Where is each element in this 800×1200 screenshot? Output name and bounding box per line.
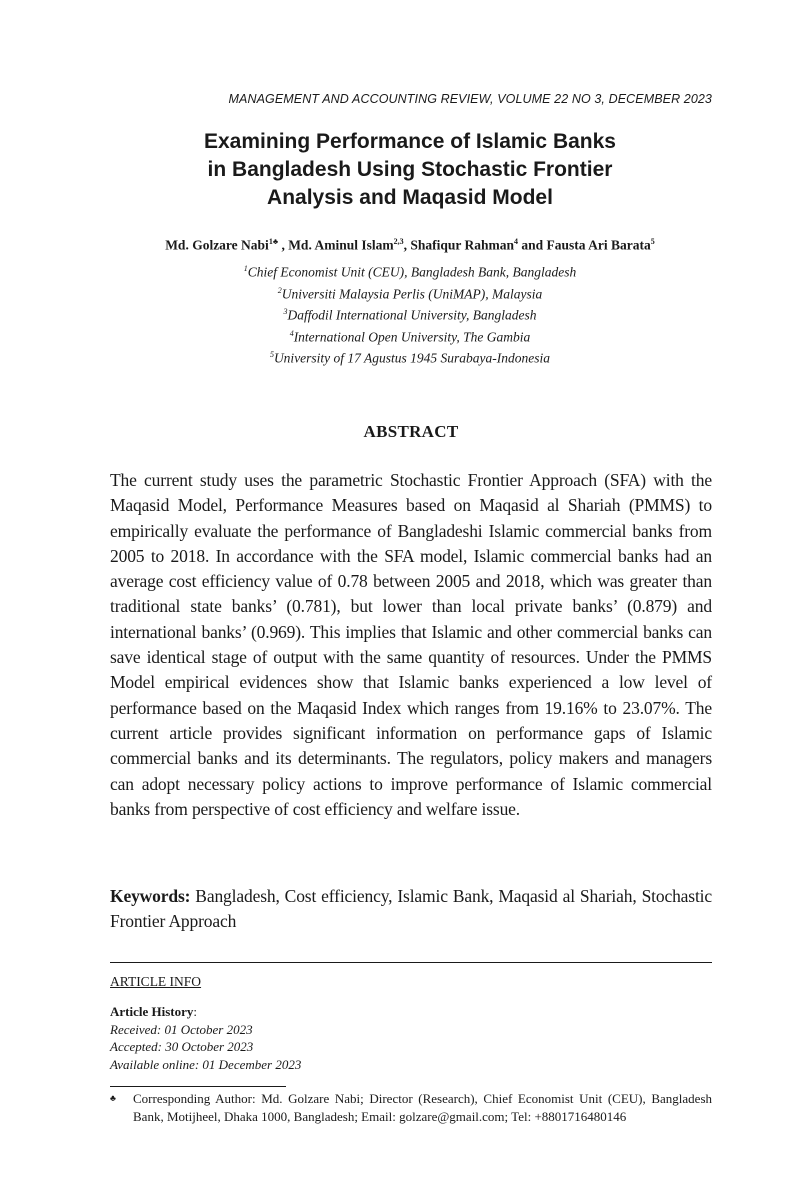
affiliation-number: 3 bbox=[283, 307, 288, 316]
affiliation-text: Universiti Malaysia Perlis (UniMAP), Malaysia bbox=[281, 286, 543, 301]
affiliation-number: 1 bbox=[243, 264, 248, 273]
affiliation-text: International Open University, The Gambia bbox=[293, 329, 531, 344]
available-online-date: Available online: 01 December 2023 bbox=[110, 1056, 302, 1072]
affiliation-item bbox=[100, 282, 720, 304]
accepted-date: Accepted: 30 October 2023 bbox=[110, 1039, 254, 1054]
affiliation-item bbox=[100, 260, 720, 282]
journal-running-header: MANAGEMENT AND ACCOUNTING REVIEW, VOLUME 22 NO 3, DECEMBER 2023 bbox=[228, 92, 712, 106]
abstract-paragraph: The current study uses the parametric Stochastic Frontier Approach (SFA) with the Maqasid Model, Performance Measures based on Maqasid al Shariah (PMMS) to empirically evaluate the performance of Bangladeshi Islamic commercial banks from 2005 to 2018. In accordance with the SFA model, Islamic commercial banks had an average cost efficiency value of 0.78 between 2005 and 2018, which was greater than traditional state banks’ (0.781), but lower than local private banks’ (0.879) and international banks’ (0.969). This implies that Islamic and other commercial banks can save identical stage of output with the same quantity of resources. Under the PMMS Model empirical evidences show that Islamic banks experienced a low level of performance based on the Maqasid Index which ranges from 19.16% to 23.07%. The current article provides significant information on performance gaps of Islamic commercial banks and its determinants. The regulators, policy makers and managers can adopt necessary policy actions to improve performance of Islamic commercial banks from perspective of cost efficiency and welfare issue. bbox=[110, 470, 712, 819]
author-separator: , bbox=[278, 237, 289, 253]
author-affiliation-marker: 1♣ bbox=[268, 237, 279, 246]
author-affiliation-marker: 5 bbox=[650, 237, 655, 246]
footnote-text: Corresponding Author: Md. Golzare Nabi; Director (Research), Chief Economist Unit (CEU), Bangladesh Bank, Motijheel, Dhaka 1000, Bangladesh; Email: golzare@gmail.com; Tel: +8801716480146 bbox=[133, 1091, 712, 1124]
affiliation-item bbox=[100, 325, 720, 347]
author-name: Md. Golzare Nabi bbox=[165, 237, 269, 253]
article-history-label: Article History bbox=[110, 1004, 194, 1019]
author-separator: and bbox=[518, 237, 547, 253]
author-name: Shafiqur Rahman bbox=[410, 237, 515, 253]
affiliation-number: 2 bbox=[277, 285, 282, 295]
affiliation-list bbox=[100, 260, 720, 368]
title-line: Examining Performance of Islamic Banks bbox=[204, 130, 616, 153]
club-icon: ♣ bbox=[110, 1093, 116, 1103]
author-name: Md. Aminul Islam bbox=[288, 237, 394, 253]
affiliation-text: Chief Economist Unit (CEU), Bangladesh Bank, Bangladesh bbox=[247, 264, 577, 280]
article-info-heading: ARTICLE INFO bbox=[110, 974, 202, 989]
article-history bbox=[110, 1003, 301, 1073]
received-date: Received: 01 October 2023 bbox=[110, 1021, 253, 1037]
affiliation-number: 4 bbox=[289, 328, 294, 338]
title-line: in Bangladesh Using Stochastic Frontier bbox=[207, 158, 613, 181]
affiliation-text: Daffodil International University, Bangladesh bbox=[287, 307, 537, 323]
affiliation-text: University of 17 Agustus 1945 Surabaya-Indonesia bbox=[273, 350, 551, 366]
keywords-paragraph bbox=[110, 884, 712, 934]
author-name: Fausta Ari Barata bbox=[546, 237, 651, 253]
author-affiliation-marker: 4 bbox=[514, 237, 519, 246]
author-list bbox=[100, 237, 720, 254]
affiliation-number: 5 bbox=[269, 350, 274, 359]
corresponding-author-footnote bbox=[110, 1090, 712, 1125]
keywords-label: Keywords: bbox=[110, 886, 191, 906]
keywords-text: Bangladesh, Cost efficiency, Islamic Bank, Maqasid al Shariah, Stochastic Frontier Approach bbox=[110, 886, 712, 931]
article-history-colon: : bbox=[193, 1004, 198, 1019]
affiliation-item bbox=[100, 346, 720, 368]
section-divider bbox=[110, 962, 712, 963]
abstract-heading: ABSTRACT bbox=[363, 422, 459, 441]
title-line: Analysis and Maqasid Model bbox=[267, 186, 553, 209]
author-separator: , bbox=[403, 237, 411, 253]
affiliation-item bbox=[100, 303, 720, 325]
footnote-divider bbox=[110, 1086, 286, 1087]
paper-title bbox=[100, 128, 720, 212]
author-affiliation-marker: 2,3 bbox=[393, 237, 404, 246]
